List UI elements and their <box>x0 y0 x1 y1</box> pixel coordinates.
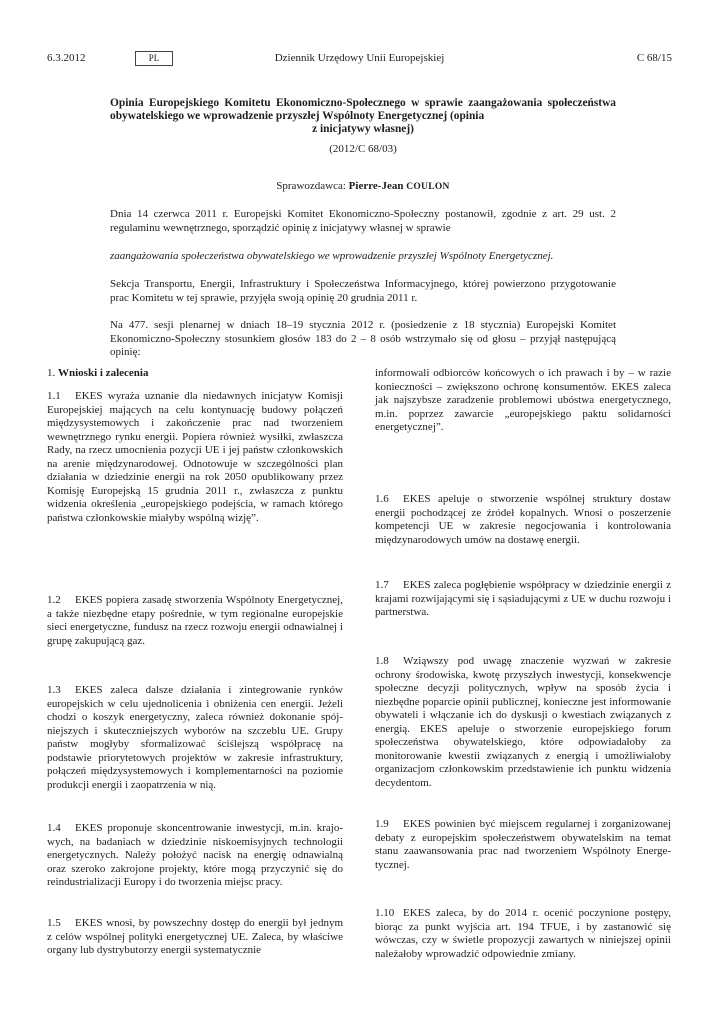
paragraph-1-7 <box>375 579 671 620</box>
rapporteur-line <box>110 180 616 192</box>
paragraph-number: 1.5 <box>47 917 61 929</box>
language-badge: PL <box>135 51 173 66</box>
paragraph-1-1 <box>47 390 343 525</box>
paragraph-text: EKES wyraża uznanie dla niedawnych inicjatyw Komisji Europejskiej mających na celu kontynuację budowy połączeń międzysystemowych i zakończenie prac nad tworzeniem wewnętrznego rynku energii. Popiera również wysiłki, zwłaszcza Rady, na rzecz umocnienia pozycji UE i jej państw członkowskich na arenie międzynarodowej. Odnotowuje w szczególności plan działania w dziedzinie energii na rok 2050 opublikowany przez Komisję Europejską 15 grudnia 2011 r., zwłaszcza z punktu widzenia określenia „europejskiego podejścia, w ramach którego państwa członkowskie miałyby wspólną wizję”. <box>47 390 343 524</box>
paragraph-1-5-continued <box>375 367 671 435</box>
journal-title: Dziennik Urzędowy Unii Europejskiej <box>274 52 445 64</box>
section-heading <box>47 367 148 379</box>
paragraph-1-10 <box>375 907 671 961</box>
paragraph-number: 1.3 <box>47 684 61 696</box>
title-main: Opinia Europejskiego Komitetu Ekonomiczno-Społecznego w sprawie zaangażowania społeczeństwa obywatelskiego we wprowadzenie przyszłej Wspólnoty Energetycznej (opinia <box>110 97 616 122</box>
page-reference: C 68/15 <box>636 52 672 64</box>
paragraph-number: 1.10 <box>375 907 395 919</box>
paragraph-number: 1.4 <box>47 822 61 834</box>
paragraph-1-2 <box>47 594 343 648</box>
rapporteur-surname: COULON <box>406 182 450 192</box>
paragraph-number: 1.7 <box>375 579 389 591</box>
document-reference: (2012/C 68/03) <box>329 143 397 155</box>
section-title: Wnioski i zalecenia <box>58 367 149 379</box>
paragraph-text: EKES zaleca, by do 2014 r. ocenić poczynione postępy, biorąc za punkt wyjścia art. 194 TFUE, i by zastanowić się wówczas, czy w świetle propozycji zawartych w niniejszej opinii należałoby wprowadzić odpowiednie zmiany. <box>375 907 671 960</box>
rapporteur-name: Pierre-Jean <box>348 180 404 192</box>
paragraph-1-4 <box>47 822 343 890</box>
paragraph-number: 1.6 <box>375 493 389 505</box>
paragraph-text: EKES powinien być miejscem regularnej i zorganizowanej debaty z europejskim społeczeństwem obywatelskim na temat stanu zaawansowania prac nad tworzeniem Wspólnoty Energetycznej. <box>375 818 671 871</box>
paragraph-text: EKES apeluje o stworzenie wspólnej struktury dostaw energii pochodzącej ze źródeł kopalnych. Wnosi o poszerzenie kompetencji UE w zakresie negocjowania i kontrolowania międzynarodowych umów na dostawę energii. <box>375 493 671 546</box>
paragraph-text: Wziąwszy pod uwagę znaczenie wyzwań w zakresie ochrony środowiska, kwotę przyszłych inwestycji, konsekwencje społeczne decyzji politycznych, wpływ na sposób życia i niezbędne poparcie opinii publicznej, konieczne jest informowanie obywateli i włączanie ich do dyskusji o kwestiach związanych z energią. EKES apeluje o stworzenie europejskiego forum społeczeństwa obywatelskiego, które odpowiadałoby za monitorowanie kwestii związanych z energią i umożliwiałoby organizacjom członkowskim przedstawienie ich punktu widzenia decydentom. <box>375 655 671 789</box>
rapporteur-label: Sprawozdawca: <box>276 180 346 192</box>
paragraph-1-5 <box>47 917 343 958</box>
paragraph-1-3 <box>47 684 343 792</box>
paragraph-number: 1.1 <box>47 390 61 402</box>
paragraph-1-8 <box>375 655 671 790</box>
intro-paragraph-1: Dnia 14 czerwca 2011 r. Europejski Komitet Ekonomiczno-Społeczny postanowił, zgodnie z art. 29 ust. 2 regulaminu wewnętrznego, sporządzić opinię z inicjatywy własnej w sprawie <box>110 208 616 234</box>
publication-date: 6.3.2012 <box>47 52 86 64</box>
page-header <box>47 52 672 68</box>
paragraph-number: 1.2 <box>47 594 61 606</box>
paragraph-text: EKES popiera zasadę stworzenia Wspólnoty Energetycznej, a także niezbędne etapy pośrednie, w tym regionalne europejskie sieci energetyczne, fundusz na rzecz rozwoju energii odnawialnej i grupę zakupującą gaz. <box>47 594 343 647</box>
intro-paragraph-4: Na 477. sesji plenarnej w dniach 18–19 stycznia 2012 r. (posiedzenie z 18 stycznia) Europejski Komitet Ekonomiczno-Społeczny stosunkiem głosów 183 do 2 – 8 osób wstrzymało się od głosu – przyjął następującą opinię: <box>110 319 616 358</box>
paragraph-number: 1.9 <box>375 818 389 830</box>
intro-paragraph-2: zaangażowania społeczeństwa obywatelskiego we wprowadzenie przyszłej Wspólnoty Energetycznej. <box>110 250 554 262</box>
intro-paragraph-3: Sekcja Transportu, Energii, Infrastruktury i Społeczeństwa Informacyjnego, której powierzono przygotowanie prac Komitetu w tej sprawie, przyjęła swoją opinię 20 grudnia 2011 r. <box>110 278 616 304</box>
paragraph-1-6 <box>375 493 671 547</box>
paragraph-text: EKES proponuje skoncentrowanie inwestycji, m.in. krajowych, na badaniach w dziedzinie niskoemisyjnych technologii energetycznych. Należy położyć nacisk na energię odnawialną oraz szeroko zakrojone projekty, które mogą przyczynić się do reindustrializacji Europy i do tworzenia miejsc pracy. <box>47 822 343 888</box>
title-last-line: z inicjatywy własnej) <box>312 123 414 135</box>
section-number: 1. <box>47 367 56 379</box>
document-title <box>110 97 616 136</box>
paragraph-text: informowali odbiorców końcowych o ich prawach i by – w razie konieczności – zwiększono ochronę konsumentów. EKES zaleca jak najszybsze zaradzenie problemowi ubóstwa energetycznego, m.in. poprzez zawarcie „europejskiego paktu solidarności energetycznej”. <box>375 367 671 433</box>
paragraph-1-9 <box>375 818 671 872</box>
paragraph-text: EKES wnosi, by powszechny dostęp do energii był jednym z celów wspólnej polityki energetycznej UE. Zaleca, by właściwe organy lub dystrybutorzy energii systematycznie <box>47 917 343 956</box>
paragraph-text: EKES zaleca pogłębienie współpracy w dziedzinie energii z krajami rozwijającymi się i sąsiadującymi z UE w duchu rozwoju i partnerstwa. <box>375 579 671 618</box>
paragraph-number: 1.8 <box>375 655 389 667</box>
paragraph-text: EKES zaleca dalsze działania i zintegrowanie rynków europejskich w celu ujednolicenia i obniżenia cen energii. Jeżeli chodzi o koszyk energetyczny, zaleca również dokonanie spójniejszych i skuteczniejszych wyborów na szczeblu UE. Grupy państw mogłyby sformalizować ściślejszą współpracę na podstawie priorytetowych projektów w zakresie infrastruktury, połączeń międzysystemowych i komplementarności na poziomie produkcji energii i zaopatrzenia w nią. <box>47 684 343 791</box>
